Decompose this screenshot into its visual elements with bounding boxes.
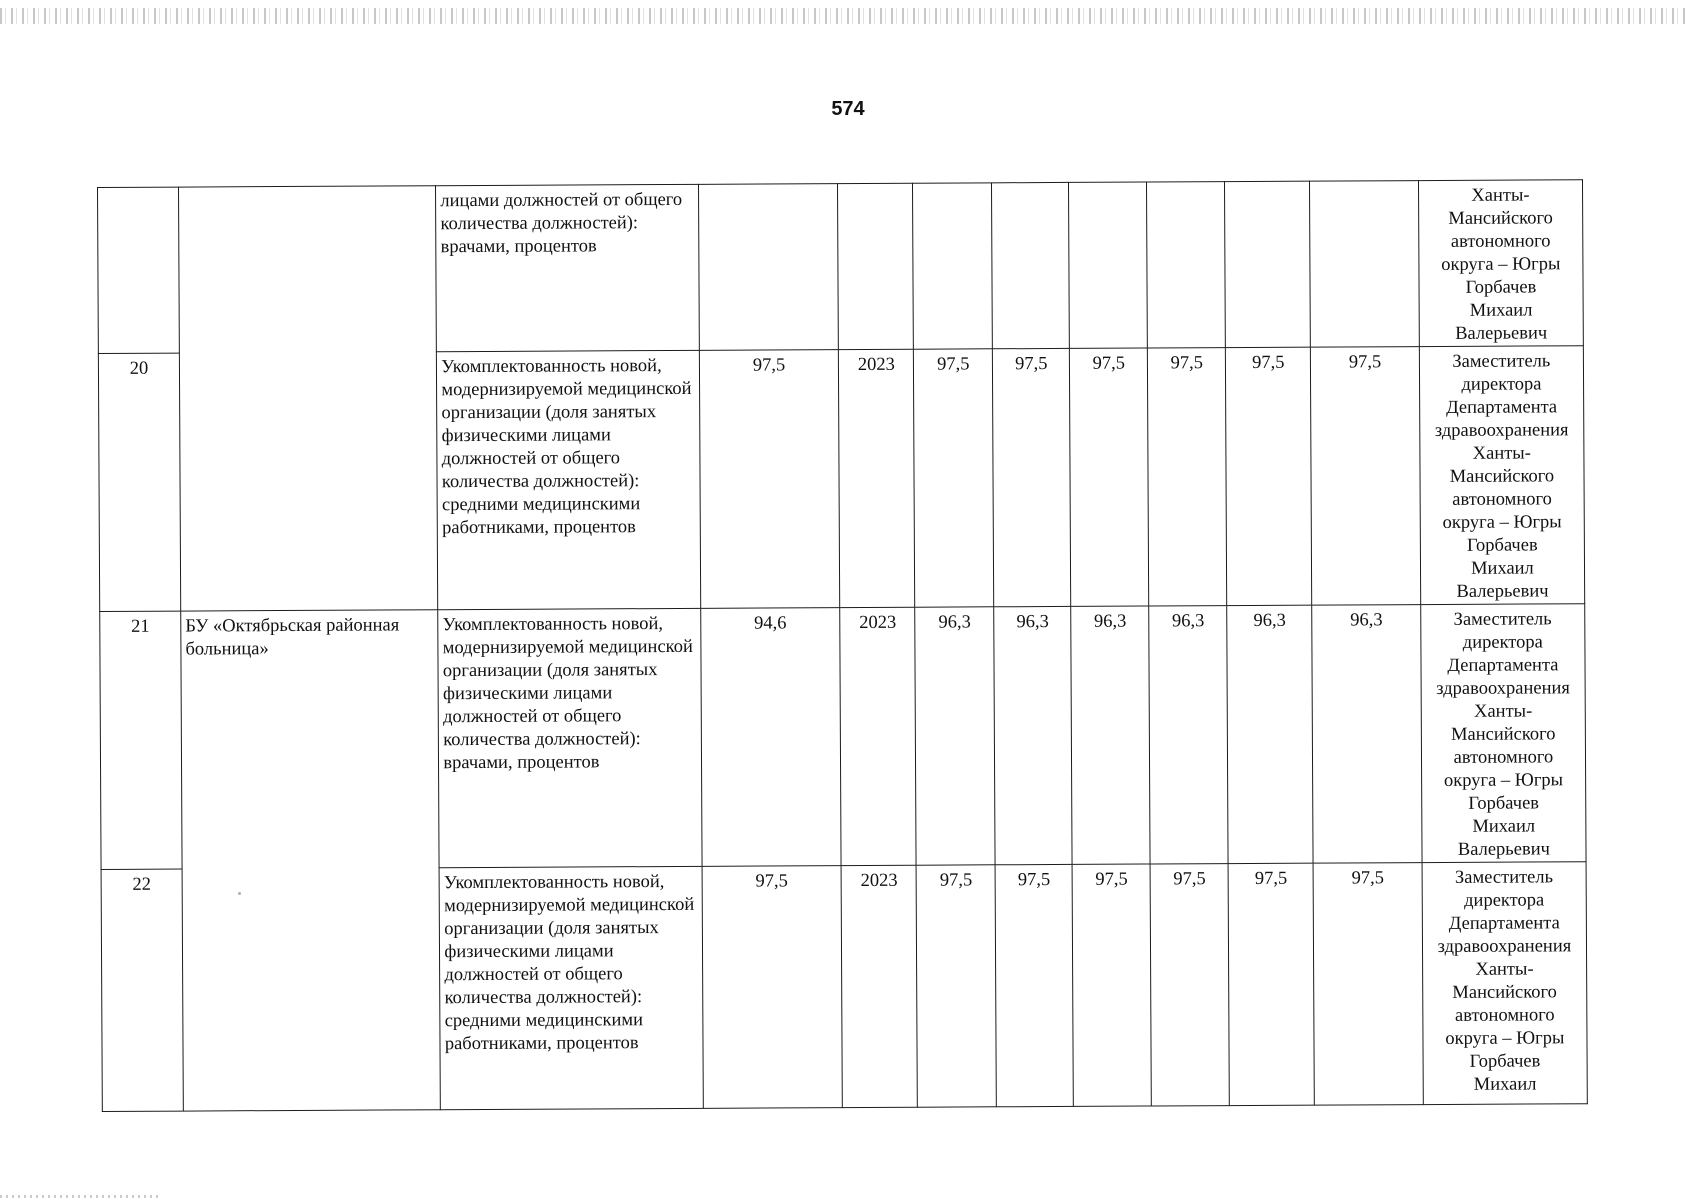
- responsible-line: Ханты-: [1474, 701, 1533, 722]
- value-cell: 96,3: [1071, 606, 1150, 864]
- value-cell: 96,3: [915, 607, 995, 865]
- responsible-line: Департамента: [1447, 655, 1559, 676]
- responsible-line: Горбачев: [1469, 1051, 1541, 1072]
- responsible-line: Горбачев: [1465, 277, 1537, 298]
- responsible-line: директора: [1464, 890, 1545, 911]
- value-cell: 97,5: [1311, 347, 1421, 606]
- value-cell: 97,5: [1070, 348, 1149, 606]
- value-cell: [1147, 182, 1226, 348]
- responsible-line: Михаил: [1471, 558, 1534, 579]
- base-value-cell: [698, 184, 839, 351]
- responsible-line: здравоохранения: [1437, 936, 1572, 957]
- value-cell: 97,5: [1226, 347, 1312, 605]
- indicator-cell: лицами должностей от общего количества должностей): врачами, процентов: [436, 184, 699, 351]
- responsible-line: автономного: [1453, 747, 1554, 768]
- responsible-line: Горбачев: [1468, 793, 1540, 814]
- responsible-line: автономного: [1454, 1005, 1555, 1026]
- value-cell: 97,5: [995, 864, 1073, 1106]
- responsible-line: Ханты-: [1472, 443, 1531, 464]
- responsible-line: Валерьевич: [1456, 581, 1549, 602]
- responsible-line: Валерьевич: [1457, 839, 1550, 860]
- value-cell: 97,5: [916, 865, 996, 1107]
- value-cell: 97,5: [1313, 863, 1423, 1106]
- responsible-line: директора: [1462, 632, 1543, 653]
- responsible-line: Валерьевич: [1455, 323, 1548, 344]
- base-year-cell: [838, 183, 914, 349]
- responsible-line: Ханты-: [1475, 959, 1534, 980]
- responsible-line: автономного: [1450, 231, 1551, 252]
- value-cell: 97,5: [1148, 348, 1227, 606]
- row-number-cell: [98, 187, 180, 353]
- responsible-cell: [1419, 346, 1585, 605]
- value-cell: [1069, 182, 1148, 348]
- scan-artifact-top: [0, 8, 1686, 24]
- value-cell: 96,3: [1227, 605, 1313, 863]
- scan-artifact-bottom: [0, 1195, 160, 1198]
- table-row: [98, 180, 1584, 354]
- value-cell: 97,5: [993, 348, 1071, 606]
- responsible-line: Михаил: [1473, 1074, 1537, 1095]
- value-cell: 97,5: [914, 349, 994, 607]
- base-value-cell: 97,5: [702, 866, 843, 1109]
- responsible-line: Мансийского: [1449, 466, 1555, 487]
- page-number: 574: [831, 98, 865, 120]
- responsible-line: округа – Югры: [1445, 1028, 1565, 1049]
- indicator-cell: Укомплектованность новой, модернизируемой медицинской организации (доля занятых физическими лицами должностей от общего количества должностей): средними медицинскими работниками, процентов: [439, 866, 703, 1109]
- responsible-line: Департамента: [1448, 913, 1560, 934]
- indicators-table: [97, 179, 1588, 1112]
- base-value-cell: 94,6: [700, 608, 841, 867]
- value-cell: 96,3: [1312, 605, 1422, 864]
- responsible-line: директора: [1461, 374, 1542, 395]
- responsible-line: Мансийского: [1450, 724, 1556, 745]
- value-cell: 97,5: [1228, 863, 1314, 1105]
- value-cell: 96,3: [994, 606, 1072, 864]
- responsible-line: округа – Югры: [1443, 770, 1564, 791]
- value-cell: 97,5: [1072, 864, 1151, 1106]
- responsible-cell: [1418, 180, 1583, 347]
- scan-speck: [238, 892, 241, 895]
- responsible-line: здравоохранения: [1434, 420, 1569, 441]
- organization-cell: БУ «Октябрьская районная больница»: [181, 610, 441, 1111]
- value-cell: [1225, 181, 1311, 347]
- responsible-line: Заместитель: [1454, 867, 1554, 888]
- indicator-cell: Укомплектованность новой, модернизируемой медицинской организации (доля занятых физическими лицами должностей от общего количества должностей): врачами, процентов: [438, 608, 702, 867]
- responsible-line: Заместитель: [1452, 351, 1551, 372]
- responsible-cell: [1422, 862, 1587, 1105]
- responsible-line: автономного: [1452, 489, 1552, 510]
- responsible-line: здравоохранения: [1436, 678, 1570, 699]
- responsible-line: округа – Югры: [1441, 254, 1561, 275]
- indicator-cell: Укомплектованность новой, модернизируемой медицинской организации (доля занятых физическими лицами должностей от общего количества должностей): средними медицинскими работниками, процентов: [437, 350, 701, 609]
- responsible-line: округа – Югры: [1442, 512, 1562, 533]
- responsible-line: Михаил: [1472, 816, 1536, 837]
- value-cell: 96,3: [1149, 606, 1228, 864]
- value-cell: 97,5: [1150, 864, 1229, 1106]
- row-number-cell: 22: [101, 869, 183, 1111]
- responsible-line: Ханты-: [1471, 185, 1530, 206]
- organization-cell: [179, 186, 438, 611]
- responsible-line: Горбачев: [1466, 535, 1538, 556]
- responsible-line: Мансийского: [1448, 208, 1553, 229]
- value-cell: [1310, 181, 1419, 348]
- base-value-cell: 97,5: [699, 350, 840, 609]
- responsible-line: Департамента: [1445, 397, 1558, 418]
- base-year-cell: 2023: [839, 349, 915, 607]
- responsible-line: Мансийского: [1452, 982, 1557, 1003]
- responsible-line: Михаил: [1469, 300, 1533, 321]
- responsible-line: Заместитель: [1453, 609, 1552, 630]
- base-year-cell: 2023: [840, 607, 916, 865]
- row-number-cell: 21: [100, 611, 182, 869]
- base-year-cell: 2023: [842, 865, 918, 1107]
- table-row: [100, 604, 1586, 870]
- responsible-cell: [1421, 604, 1587, 863]
- value-cell: [992, 182, 1070, 348]
- row-number-cell: 20: [98, 353, 180, 611]
- value-cell: [913, 183, 993, 349]
